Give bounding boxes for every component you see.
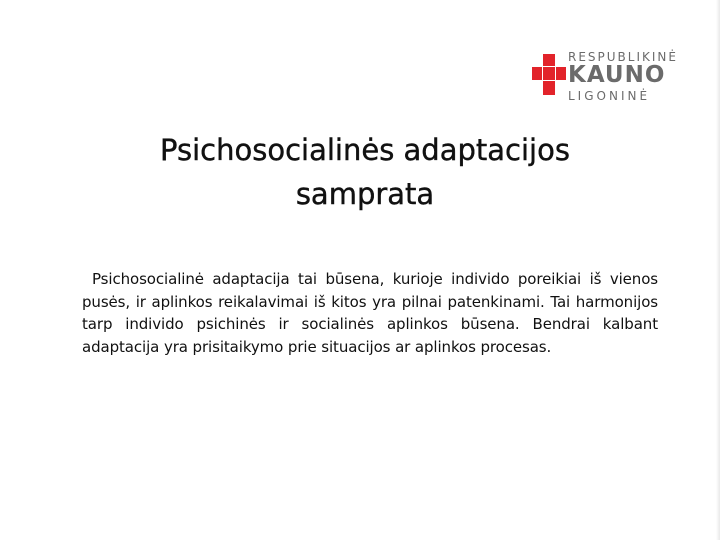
slide-title-line1: Psichosocialinės adaptacijos (160, 133, 570, 167)
logo-text-line2: KAUNO (568, 62, 666, 88)
slide-title (100, 128, 630, 216)
slide-edge-shadow (716, 0, 720, 540)
logo-text-line1: RESPUBLIKINĖ (568, 50, 678, 64)
hospital-logo (532, 46, 682, 106)
slide-title-line2: samprata (295, 177, 435, 211)
logo-text-line3: LIGONINĖ (568, 89, 651, 103)
red-cross-icon (532, 54, 568, 100)
slide-body-text: Psichosocialinė adaptacija tai būsena, kurioje individo poreikiai iš vienos pusės, ir aplinkos reikalavimai iš kitos yra pilnai patenkinami. Tai harmonijos tarp individo psichinės ir socialinės aplinkos būsena. Bendrai kalbant adaptacija yra prisitaikymo prie situacijos ar aplinkos procesas. (82, 270, 658, 356)
